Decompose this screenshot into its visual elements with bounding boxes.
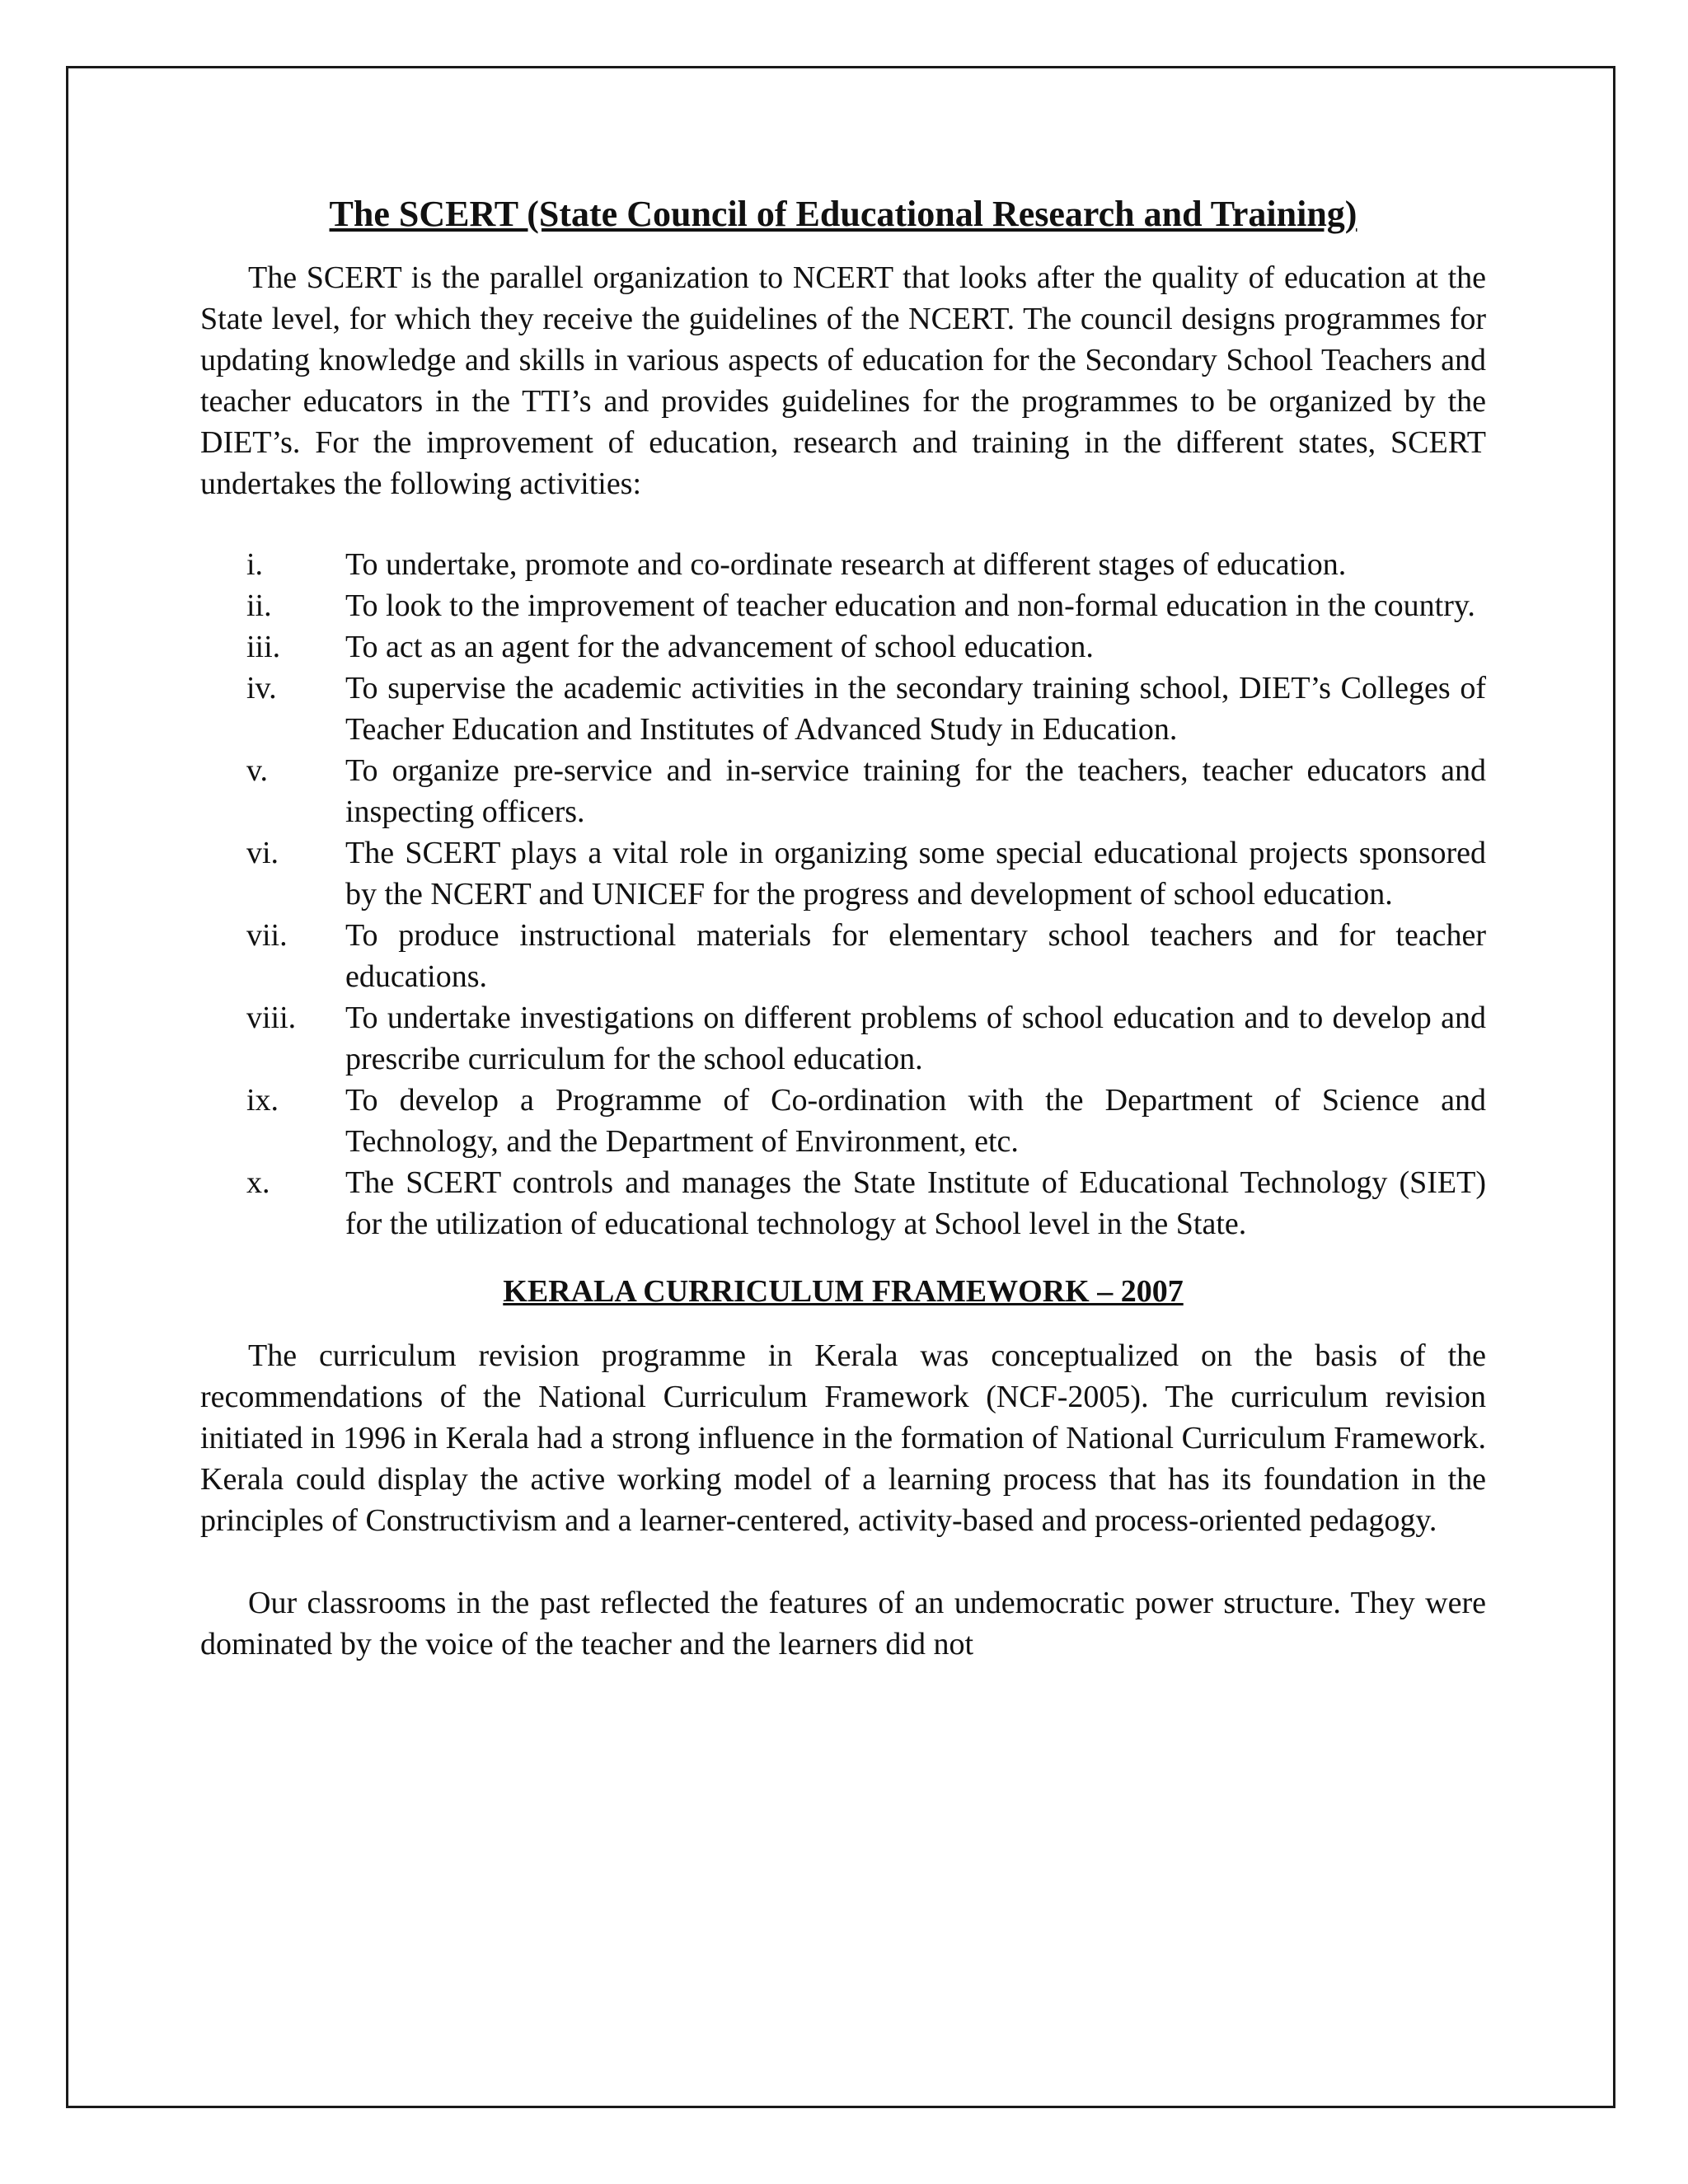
list-item-text: To look to the improvement of teacher education and non-formal education in the country. — [345, 588, 1475, 623]
list-item — [200, 915, 1486, 997]
list-item-text: To act as an agent for the advancement of school education. — [345, 630, 1094, 664]
document-body — [200, 191, 1486, 1706]
list-item-number: x. — [246, 1165, 270, 1200]
section-heading: KERALA CURRICULUM FRAMEWORK – 2007 — [503, 1274, 1184, 1309]
list-item-text: To develop a Programme of Co-ordination with the Department of Science and Technology, and the Department of Environment, etc. — [345, 1083, 1486, 1159]
list-item — [200, 1080, 1486, 1162]
list-item-number: vi. — [246, 836, 279, 870]
activities-list — [200, 544, 1486, 1244]
list-item — [200, 668, 1486, 750]
list-item — [200, 832, 1486, 915]
list-item — [200, 997, 1486, 1080]
list-item-number: i. — [246, 547, 264, 582]
list-item-text: To undertake, promote and co-ordinate research at different stages of education. — [345, 547, 1347, 582]
list-item-text: The SCERT plays a vital role in organizing some special educational projects sponsored by the NCERT and UNICEF for the progress and development of school education. — [345, 836, 1486, 912]
list-item-number: viii. — [246, 1001, 297, 1035]
intro-paragraph: The SCERT is the parallel organization to NCERT that looks after the quality of education at the State level, for which they receive the guidelines of the NCERT. The council designs programmes for updating knowledge and skills in various aspects of education for the Secondary School Teachers and teacher educators in the TTI’s and provides guidelines for the programmes to be organized by the DIET’s. For the improvement of education, research and training in the different states, SCERT undertakes the following activities: — [200, 260, 1486, 501]
list-item — [200, 626, 1486, 668]
list-item-text: To produce instructional materials for elementary school teachers and for teacher educations. — [345, 918, 1486, 994]
list-item — [200, 1162, 1486, 1244]
list-item — [200, 544, 1486, 585]
list-item-number: v. — [246, 753, 269, 788]
list-item-number: ix. — [246, 1083, 279, 1118]
list-item-text: The SCERT controls and manages the State Institute of Educational Technology (SIET) for the utilization of educational technology at School level in the State. — [345, 1165, 1486, 1241]
list-item-number: iv. — [246, 671, 277, 705]
list-item — [200, 750, 1486, 832]
list-item-text: To supervise the academic activities in the secondary training school, DIET’s Colleges of Teacher Education and Institutes of Advanced Study in Education. — [345, 671, 1486, 747]
page-title: The SCERT (State Council of Educational Research and Training) — [329, 194, 1357, 234]
list-item-text: To organize pre-service and in-service training for the teachers, teacher educators and inspecting officers. — [345, 753, 1486, 829]
list-item-text: To undertake investigations on different problems of school education and to develop and prescribe curriculum for the school education. — [345, 1001, 1486, 1076]
list-item-number: vii. — [246, 918, 288, 953]
list-item — [200, 585, 1486, 626]
body-paragraph: The curriculum revision programme in Kerala was conceptualized on the basis of the recommendations of the National Curriculum Framework (NCF-2005). The curriculum revision initiated in 1996 in Kerala had a strong influence in the formation of National Curriculum Framework. Kerala could display the active working model of a learning process that has its foundation in the principles of Constructivism and a learner-centered, activity-based and process-oriented pedagogy. — [200, 1338, 1486, 1538]
body-paragraph: Our classrooms in the past reflected the features of an undemocratic power structure. They were dominated by the voice of the teacher and the learners did not — [200, 1586, 1486, 1661]
list-item-number: iii. — [246, 630, 281, 664]
list-item-number: ii. — [246, 588, 272, 623]
